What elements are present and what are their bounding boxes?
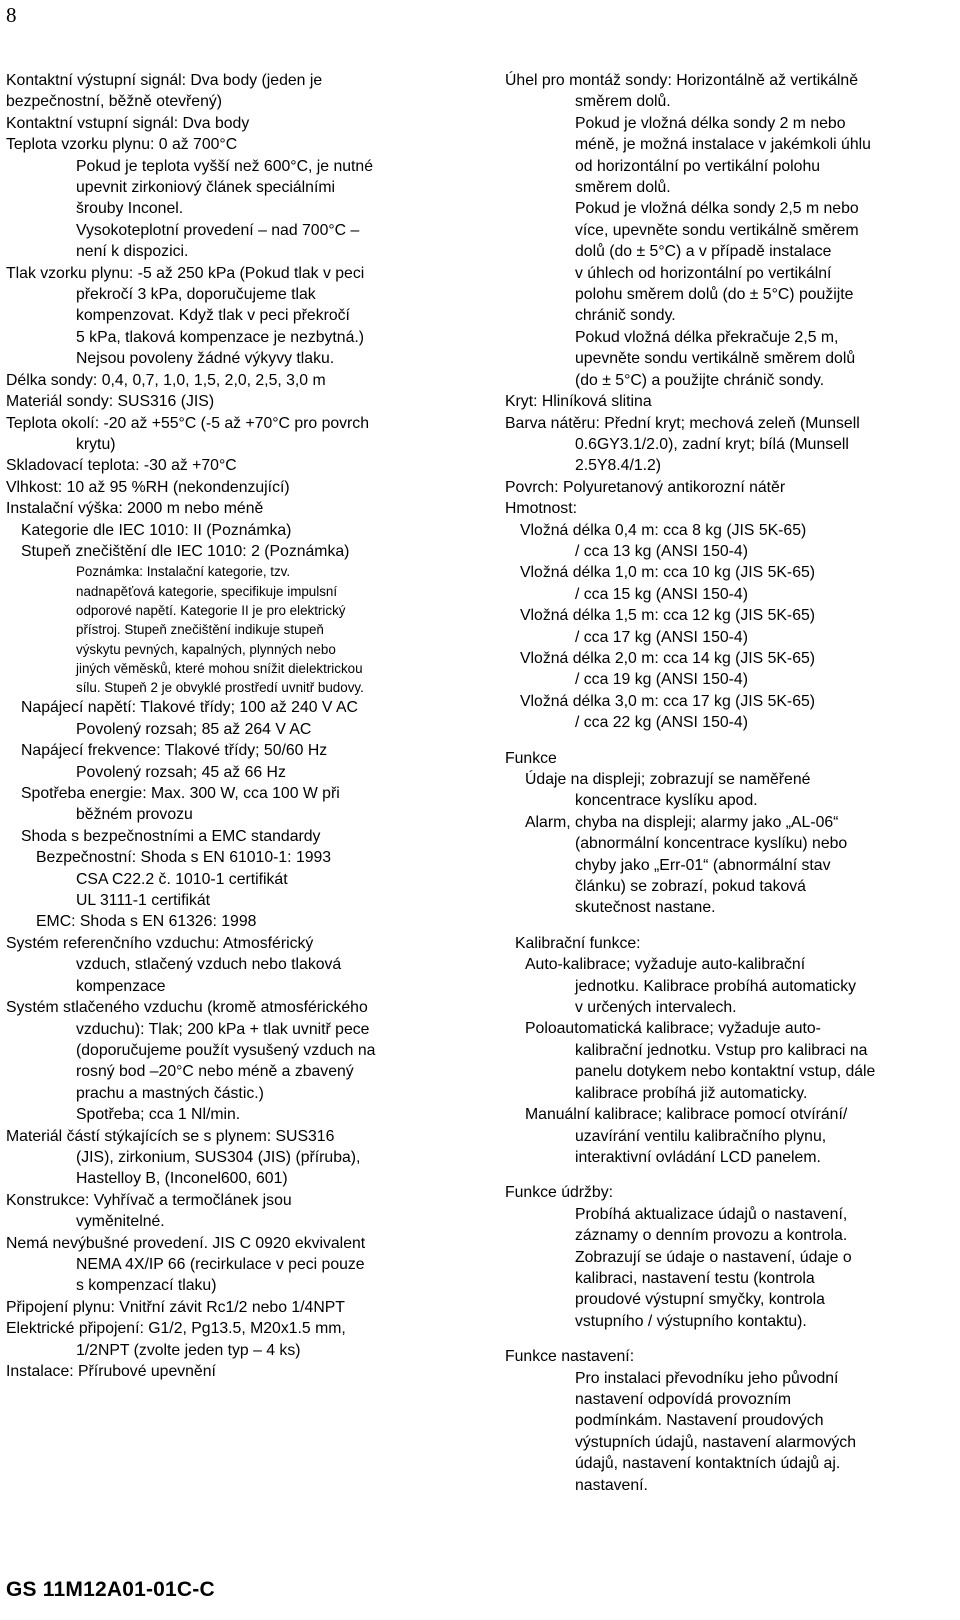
text-line: Tlak vzorku plynu: -5 až 250 kPa (Pokud tlak v peci	[6, 264, 365, 282]
text-line: UL 3111-1 certifikát	[76, 892, 211, 910]
text-line: vyměnitelné.	[76, 1213, 165, 1231]
text-line: bezpečnostní, běžně otevřený)	[6, 93, 223, 111]
text-line: Kategorie dle IEC 1010: II (Poznámka)	[21, 521, 292, 539]
document-code-footer: GS 11M12A01-01C-C	[6, 1578, 215, 1601]
text-line: kompenzace	[76, 977, 166, 995]
text-line: / cca 22 kg (ANSI 150-4)	[575, 714, 748, 732]
text-line: kalibrace probíhá již automaticky.	[575, 1084, 808, 1102]
text-line: chránič sondy.	[575, 307, 676, 325]
text-line: Pro instalaci převodníku jeho původní	[575, 1369, 839, 1387]
text-line: Systém stlačeného vzduchu (kromě atmosférického	[6, 999, 368, 1017]
text-line: interaktivní ovládání LCD panelem.	[575, 1148, 821, 1166]
text-line: kompenzovat. Když tlak v peci překročí	[76, 307, 350, 325]
text-line: Materiál sondy: SUS316 (JIS)	[6, 393, 215, 411]
text-line: Bezpečnostní: Shoda s EN 61010-1: 1993	[36, 849, 332, 867]
text-line: Instalační výška: 2000 m nebo méně	[6, 500, 264, 518]
text-line: odporové napětí. Kategorie II je pro elektrický	[76, 602, 346, 618]
text-line: Funkce údržby:	[505, 1184, 613, 1202]
text-line: Konstrukce: Vyhřívač a termočlánek jsou	[6, 1191, 292, 1209]
text-line: nastavení.	[575, 1476, 648, 1494]
text-line: není k dispozici.	[76, 243, 189, 261]
text-line: od horizontální po vertikální polohu	[575, 157, 821, 175]
text-line: Vložná délka 0,4 m: cca 8 kg (JIS 5K-65)	[520, 521, 807, 539]
text-line: údajů, nastavení kontaktních údajů aj.	[575, 1455, 841, 1473]
paragraph-gap	[505, 1332, 950, 1346]
text-line: Hmotnost:	[505, 500, 577, 518]
text-line: více, upevněte sondu vertikálně směrem	[575, 221, 859, 239]
text-line: 1/2NPT (zvolte jeden typ – 4 ks)	[76, 1341, 301, 1359]
text-line: překročí 3 kPa, doporučujeme tlak	[76, 286, 316, 304]
text-line: CSA C22.2 č. 1010-1 certifikát	[76, 870, 288, 888]
text-line: skutečnost nastane.	[575, 899, 716, 917]
text-line: polohu směrem dolů (do ± 5°C) použijte	[575, 286, 854, 304]
text-line: chyby jako „Err-01“ (abnormální stav	[575, 856, 831, 874]
text-line: Stupeň znečištění dle IEC 1010: 2 (Poznámka)	[21, 542, 350, 560]
text-line: Hastelloy B, (Inconel600, 601)	[76, 1170, 288, 1188]
paragraph-gap	[505, 734, 950, 748]
text-line: EMC: Shoda s EN 61326: 1998	[36, 913, 257, 931]
text-line: Funkce	[505, 749, 557, 767]
text-line: Vlhkost: 10 až 95 %RH (nekondenzující)	[6, 478, 290, 496]
text-line: vstupního / výstupního kontaktu).	[575, 1312, 807, 1330]
text-line: Kalibrační funkce:	[515, 934, 641, 952]
text-line: Systém referenčního vzduchu: Atmosférický	[6, 934, 314, 952]
text-line: Poznámka: Instalační kategorie, tzv.	[76, 564, 291, 580]
text-line: NEMA 4X/IP 66 (recirkulace v peci pouze	[76, 1255, 365, 1273]
text-line: prachu a mastných částic.)	[76, 1084, 264, 1102]
text-line: Teplota vzorku plynu: 0 až 700°C	[6, 136, 238, 154]
text-line: Úhel pro montáž sondy: Horizontálně až vertikálně	[505, 72, 858, 89]
text-line: dolů (do ± 5°C) a v případě instalace	[575, 243, 832, 261]
text-line: Povolený rozsah; 45 až 66 Hz	[76, 763, 286, 781]
text-line: (JIS), zirkonium, SUS304 (JIS) (příruba),	[76, 1148, 361, 1166]
text-line: směrem dolů.	[575, 93, 671, 111]
text-line: v úhlech od horizontální po vertikální	[575, 264, 832, 282]
text-line: Povrch: Polyuretanový antikorozní nátěr	[505, 478, 786, 496]
text-line: jednotku. Kalibrace probíhá automaticky	[575, 977, 856, 995]
paragraph-gap	[505, 1168, 950, 1182]
text-line: Skladovací teplota: -30 až +70°C	[6, 457, 237, 475]
text-line: panelu dotykem nebo kontaktní vstup, dále	[575, 1063, 876, 1081]
text-line: Auto-kalibrace; vyžaduje auto-kalibrační	[525, 956, 806, 974]
text-line: Nejsou povoleny žádné výkyvy tlaku.	[76, 350, 335, 368]
text-line: kalibraci, nastavení testu (kontrola	[575, 1269, 815, 1287]
text-line: (abnormální koncentrace kyslíku) nebo	[575, 835, 848, 853]
text-line: záznamy o denním provozu a kontrola.	[575, 1227, 848, 1245]
text-line: Napájecí frekvence: Tlakové třídy; 50/60 Hz	[21, 742, 328, 760]
text-line: výskytu pevných, kapalných, plynných nebo	[76, 641, 336, 657]
text-line: nadnapěťová kategorie, specifikuje impulsní	[76, 583, 338, 599]
text-line: sílu. Stupeň 2 je obvyklé prostředí uvnitř budovy.	[76, 680, 364, 696]
text-line: vzduchu): Tlak; 200 kPa + tlak uvnitř pece	[76, 1020, 370, 1038]
text-line: proudové výstupní smyčky, kontrola	[575, 1291, 825, 1309]
text-line: směrem dolů.	[575, 179, 671, 197]
text-line: Pokud je vložná délka sondy 2 m nebo	[575, 114, 846, 132]
text-line: Funkce nastavení:	[505, 1348, 635, 1366]
text-line: Vložná délka 2,0 m: cca 14 kg (JIS 5K-65)	[520, 649, 816, 667]
text-line: kalibrační jednotku. Vstup pro kalibraci na	[575, 1041, 868, 1059]
text-line: Instalace: Přírubové upevnění	[6, 1363, 216, 1381]
text-line: Kryt: Hliníková slitina	[505, 393, 652, 411]
text-line: Spotřeba energie: Max. 300 W, cca 100 W při	[21, 785, 340, 803]
text-line: nastavení odpovídá provozním	[575, 1390, 792, 1408]
text-line: s kompenzací tlaku)	[76, 1277, 217, 1295]
text-line: Alarm, chyba na displeji; alarmy jako „AL-06“	[525, 813, 839, 831]
text-line: (doporučujeme použít vysušený vzduch na	[76, 1041, 376, 1059]
text-line: Manuální kalibrace; kalibrace pomocí otvírání/	[525, 1106, 848, 1124]
text-line: Pokud je vložná délka sondy 2,5 m nebo	[575, 200, 859, 218]
text-line: koncentrace kyslíku apod.	[575, 792, 758, 810]
text-line: přístroj. Stupeň znečištění indikuje stupeň	[76, 622, 324, 638]
text-line: Připojení plynu: Vnitřní závit Rc1/2 nebo 1/4NPT	[6, 1298, 345, 1316]
text-line: / cca 13 kg (ANSI 150-4)	[575, 542, 748, 560]
text-line: krytu)	[76, 435, 116, 453]
left-column	[6, 70, 484, 1382]
text-line: méně, je možná instalace v jakémkoli úhlu	[575, 136, 871, 154]
text-line: Elektrické připojení: G1/2, Pg13.5, M20x1.5 mm,	[6, 1320, 346, 1338]
text-line: Zobrazují se údaje o nastavení, údaje o	[575, 1248, 852, 1266]
text-line: rosný bod –20°C nebo méně a zbavený	[76, 1063, 354, 1081]
text-line: Teplota okolí: -20 až +55°C (-5 až +70°C pro povrch	[6, 414, 369, 432]
text-line: Vysokoteplotní provedení – nad 700°C –	[76, 221, 360, 239]
text-line: Pokud je teplota vyšší než 600°C, je nutné	[76, 157, 373, 175]
text-line: Vložná délka 3,0 m: cca 17 kg (JIS 5K-65)	[520, 692, 816, 710]
text-line: Materiál částí stýkajících se s plynem: SUS316	[6, 1127, 335, 1145]
text-line: Shoda s bezpečnostními a EMC standardy	[21, 827, 321, 845]
text-line: (do ± 5°C) a použijte chránič sondy.	[575, 371, 825, 389]
text-line: Kontaktní výstupní signál: Dva body (jeden je	[6, 72, 323, 89]
text-line: Spotřeba; cca 1 Nl/min.	[76, 1106, 241, 1124]
paragraph-gap	[505, 919, 950, 933]
text-line: podmínkám. Nastavení proudových	[575, 1412, 824, 1430]
text-line: Pokud vložná délka překračuje 2,5 m,	[575, 328, 839, 346]
text-line: Probíhá aktualizace údajů o nastavení,	[575, 1205, 848, 1223]
text-line: Povolený rozsah; 85 až 264 V AC	[76, 720, 312, 738]
text-line: Kontaktní vstupní signál: Dva body	[6, 114, 250, 132]
text-line: Údaje na displeji; zobrazují se naměřené	[525, 771, 811, 788]
page-number: 8	[6, 3, 17, 27]
text-line: Barva nátěru: Přední kryt; mechová zeleň (Munsell	[505, 414, 860, 432]
text-line: upevněte sondu vertikálně směrem dolů	[575, 350, 856, 368]
text-line: Poloautomatická kalibrace; vyžaduje auto-	[525, 1020, 821, 1038]
text-line: jiných věměsků, které mohou snížit dielektrickou	[76, 660, 363, 676]
text-line: výstupních údajů, nastavení alarmových	[575, 1433, 856, 1451]
text-line: upevnit zirkoniový článek speciálními	[76, 179, 336, 197]
text-line: Vložná délka 1,0 m: cca 10 kg (JIS 5K-65)	[520, 564, 816, 582]
text-line: Délka sondy: 0,4, 0,7, 1,0, 1,5, 2,0, 2,5, 3,0 m	[6, 371, 326, 389]
text-line: / cca 19 kg (ANSI 150-4)	[575, 671, 748, 689]
text-line: uzavírání ventilu kalibračního plynu,	[575, 1127, 827, 1145]
text-line: 5 kPa, tlaková kompenzace je nezbytná.)	[76, 328, 365, 346]
text-line: článku) se zobrazí, pokud taková	[575, 878, 806, 896]
text-line: v určených intervalech.	[575, 999, 737, 1017]
text-line: Napájecí napětí: Tlakové třídy; 100 až 240 V AC	[21, 699, 358, 717]
text-line: běžném provozu	[76, 806, 193, 824]
text-line: Vložná délka 1,5 m: cca 12 kg (JIS 5K-65)	[520, 607, 816, 625]
text-line: Nemá nevýbušné provedení. JIS C 0920 ekvivalent	[6, 1234, 366, 1252]
right-column	[505, 70, 950, 1496]
text-line: / cca 15 kg (ANSI 150-4)	[575, 585, 748, 603]
text-line: šrouby Inconel.	[76, 200, 184, 218]
text-line: 2.5Y8.4/1.2)	[575, 457, 662, 475]
text-line: vzduch, stlačený vzduch nebo tlaková	[76, 956, 342, 974]
text-line: 0.6GY3.1/2.0), zadní kryt; bílá (Munsell	[575, 435, 849, 453]
text-line: / cca 17 kg (ANSI 150-4)	[575, 628, 748, 646]
